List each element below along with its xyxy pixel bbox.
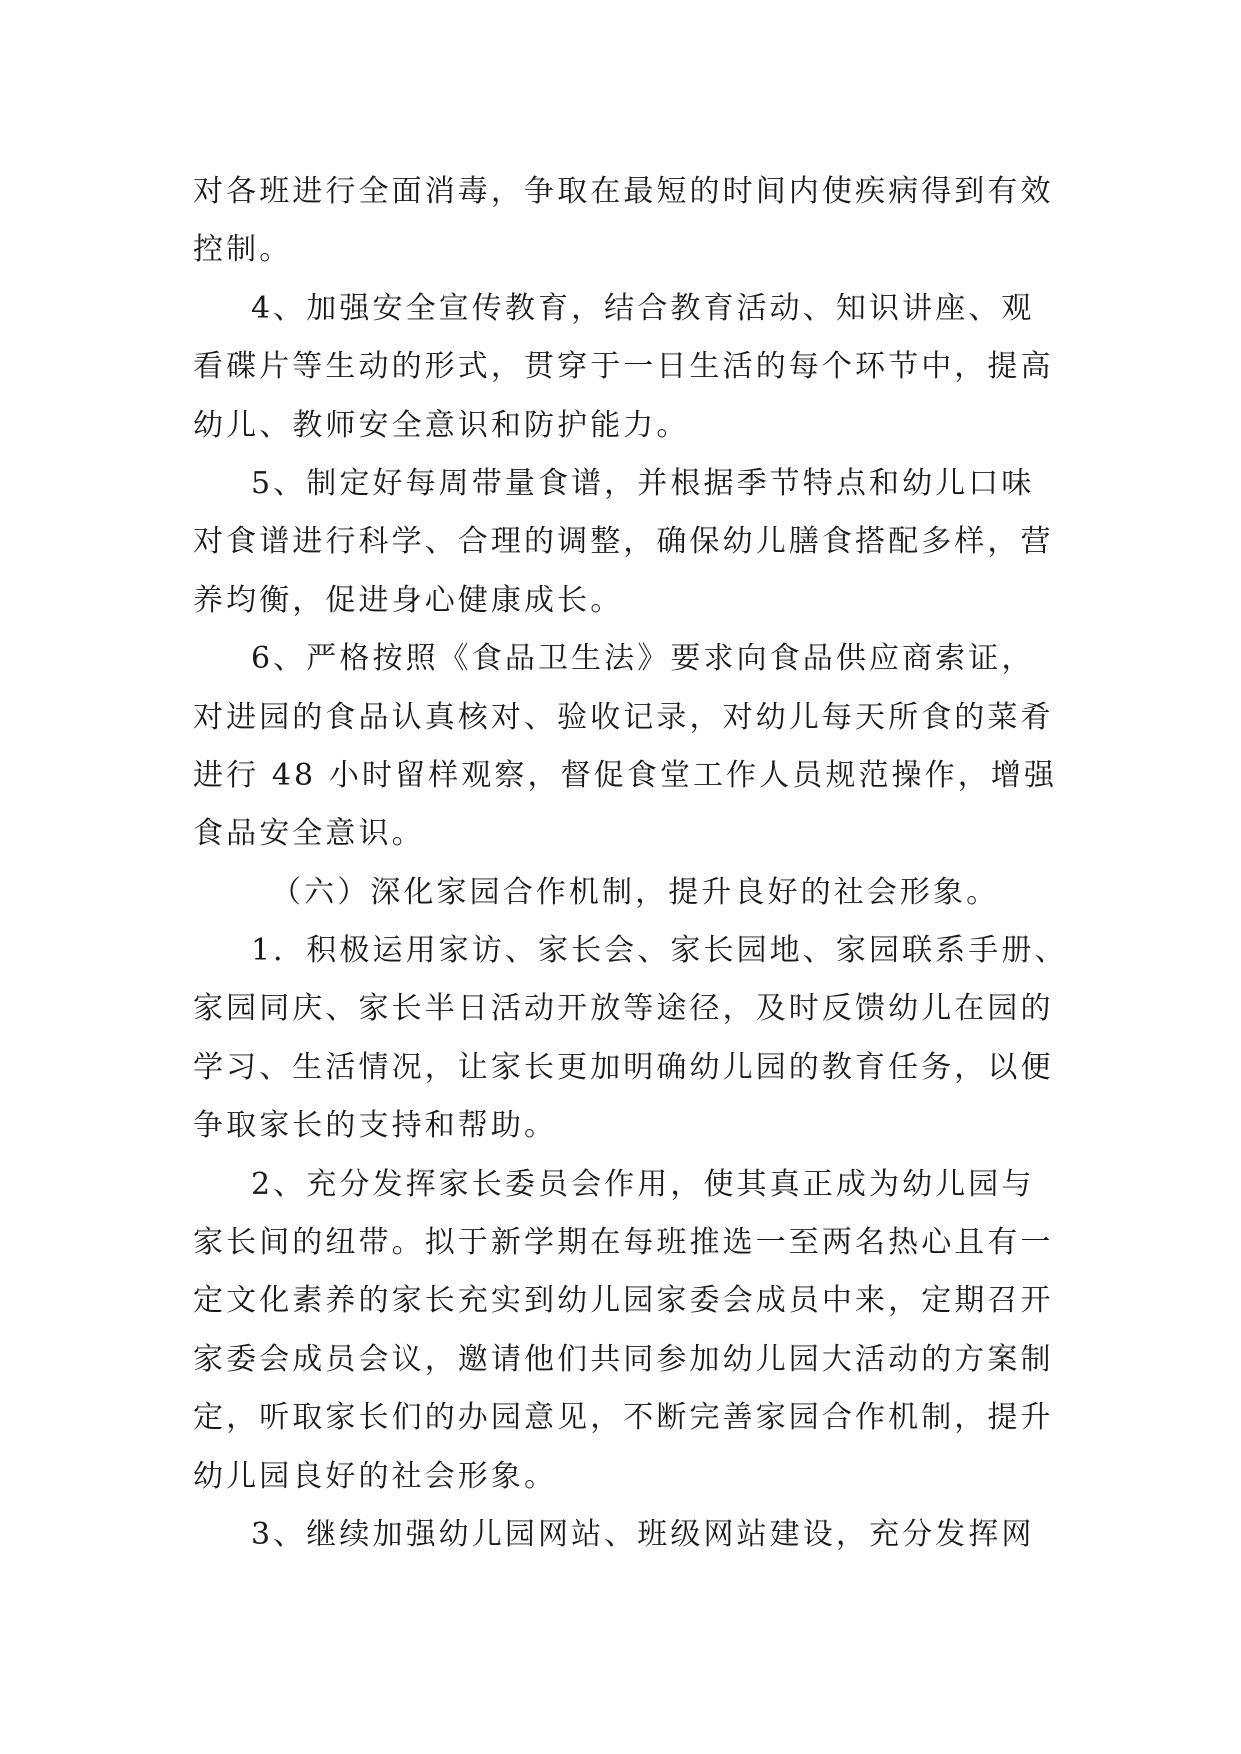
text-line: 4、加强安全宣传教育，结合教育活动、知识讲座、观 bbox=[251, 290, 1035, 326]
text-line: 家园同庆、家长半日活动开放等途径，及时反馈幼儿在园的 bbox=[193, 991, 1054, 1027]
text-line: 养均衡，促进身心健康成长。 bbox=[193, 582, 624, 618]
text-line: 控制。 bbox=[193, 232, 293, 268]
text-line: 食品安全意识。 bbox=[193, 816, 425, 852]
text-line: 对各班进行全面消毒，争取在最短的时间内使疾病得到有效 bbox=[193, 174, 1054, 209]
section-heading: （六）深化家园合作机制，提升良好的社会形象。 bbox=[271, 874, 1000, 910]
text-line: 进行 48 小时留样观察，督促食堂工作人员规范操作，增强 bbox=[193, 757, 1058, 793]
text-line: 6、严格按照《食品卫生法》要求向食品供应商索证， bbox=[251, 641, 1035, 677]
text-line: 家委会成员会议，邀请他们共同参加幼儿园大活动的方案制 bbox=[193, 1341, 1054, 1377]
text-line: 定，听取家长们的办园意见，不断完善家园合作机制，提升 bbox=[193, 1400, 1054, 1436]
text-line: 5、制定好每周带量食谱，并根据季节特点和幼儿口味 bbox=[251, 465, 1035, 501]
text-line: 学习、生活情况，让家长更加明确幼儿园的教育任务，以便 bbox=[193, 1049, 1054, 1085]
text-line: 看碟片等生动的形式，贯穿于一日生活的每个环节中，提高 bbox=[193, 349, 1054, 385]
text-line: 3、继续加强幼儿园网站、班级网站建设，充分发挥网 bbox=[251, 1516, 1035, 1552]
text-line: 幼儿园良好的社会形象。 bbox=[193, 1458, 558, 1494]
text-line: 幼儿、教师安全意识和防护能力。 bbox=[193, 407, 690, 443]
body-text bbox=[193, 163, 1068, 1564]
text-line: 对食谱进行科学、合理的调整，确保幼儿膳食搭配多样，营 bbox=[193, 524, 1054, 560]
text-line: 2、充分发挥家长委员会作用，使其真正成为幼儿园与 bbox=[251, 1166, 1035, 1202]
text-line: 定文化素养的家长充实到幼儿园家委会成员中来，定期召开 bbox=[193, 1283, 1054, 1319]
text-line: 对进园的食品认真核对、验收记录，对幼儿每天所食的菜肴 bbox=[193, 699, 1054, 735]
text-line: 家长间的纽带。拟于新学期在每班推选一至两名热心且有一 bbox=[193, 1225, 1054, 1261]
text-line: 1．积极运用家访、家长会、家长园地、家园联系手册、 bbox=[251, 933, 1068, 969]
text-line: 争取家长的支持和帮助。 bbox=[193, 1108, 558, 1144]
